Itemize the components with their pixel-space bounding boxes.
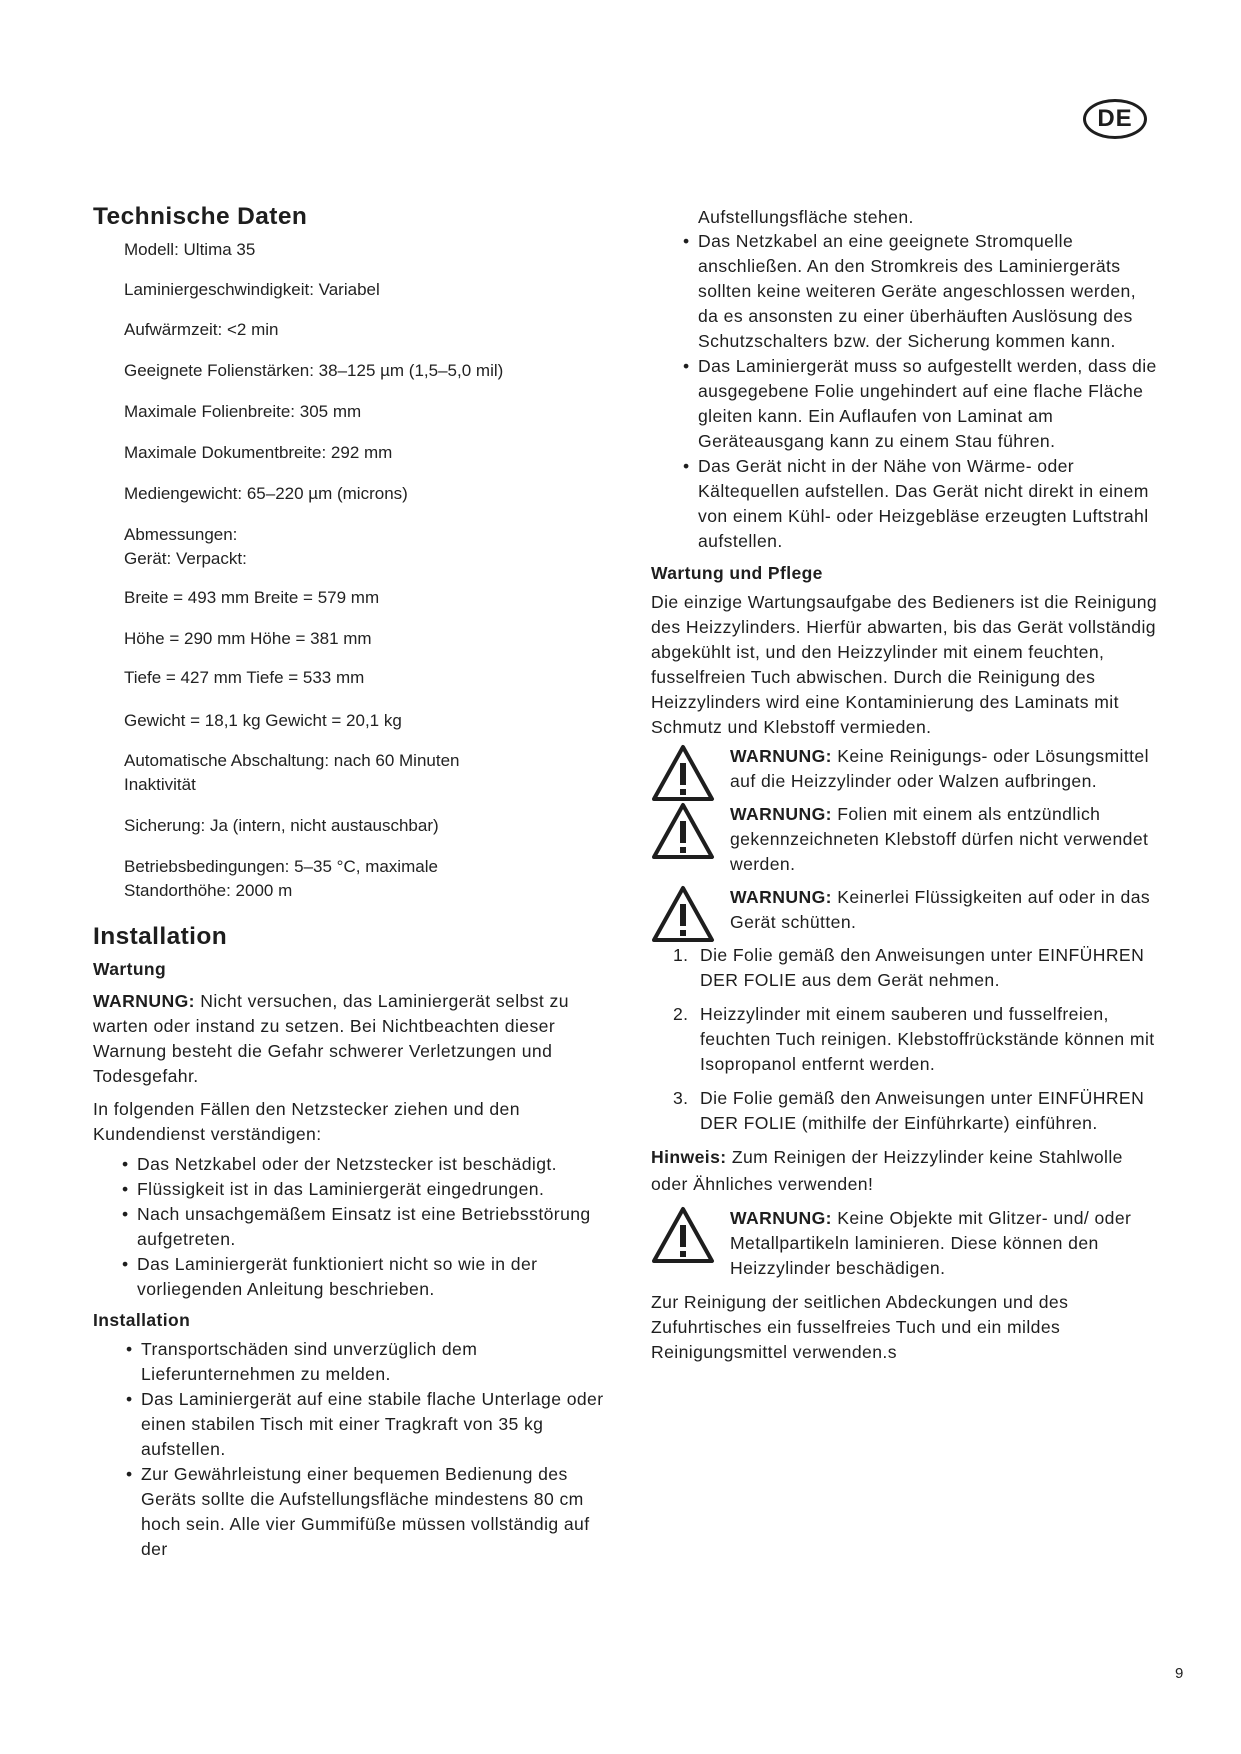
spec-height: Höhe = 290 mm Höhe = 381 mm (124, 629, 372, 648)
list-item: • Das Netzkabel oder der Netzstecker ist beschädigt. (137, 1152, 613, 1177)
maintenance-warning (93, 989, 613, 1089)
note-text: Zum Reinigen der Heizzylinder keine Stahlwolle oder Ähnliches verwenden! (651, 1147, 1123, 1194)
list-item: • Das Laminiergerät auf eine stabile flache Unterlage oder einen stabilen Tisch mit einer Tragkraft von 35 kg aufstellen. (141, 1387, 613, 1462)
spec-weight: Gewicht = 18,1 kg Gewicht = 20,1 kg (124, 711, 402, 730)
spec-conditions-1: Betriebsbedingungen: 5–35 °C, maximale (124, 857, 438, 876)
spec-max-document-width: Maximale Dokumentbreite: 292 mm (124, 443, 393, 462)
list-item: • Transportschäden sind unverzüglich dem Lieferunternehmen zu melden. (141, 1337, 613, 1387)
warning-label: WARNUNG: (730, 1208, 832, 1228)
spec-model: Modell: Ultima 35 (124, 240, 256, 259)
spec-conditions-2: Standorthöhe: 2000 m (124, 881, 293, 900)
spec-media-weight: Mediengewicht: 65–220 µm (microns) (124, 484, 408, 503)
spec-warmup: Aufwärmzeit: <2 min (124, 320, 279, 339)
warning-text: Nicht versuchen, das Laminiergerät selbst zu warten oder instand zu setzen. Bei Nichtbeachten dieser Warnung besteht die Gefahr schwerer Verletzungen und Todesgefahr. (93, 991, 569, 1086)
spec-film-thickness: Geeignete Folienstärken: 38–125 µm (1,5–5,0 mil) (124, 361, 504, 380)
list-item: • Das Laminiergerät funktioniert nicht so wie in der vorliegenden Anleitung beschrieben. (137, 1252, 613, 1302)
spec-speed: Laminiergeschwindigkeit: Variabel (124, 280, 380, 299)
final-cleaning-text: Zur Reinigung der seitlichen Abdeckungen und des Zufuhrtisches ein fusselfreies Tuch und ein mildes Reinigungsmittel verwenden.s (651, 1292, 1069, 1362)
care-text: Die einzige Wartungsaufgabe des Bedieners ist die Reinigung des Heizzylinders. Hierfür abwarten, bis das Gerät vollständig abgekühlt ist, und den Heizzylinder mit einem feuchten, fusselfreien Tuch abwischen. Durch die Reinigung des Heizzylinders wird eine Kontaminierung des Laminats mit Schmutz und Klebstoff vermieden. (651, 592, 1158, 737)
cleaning-steps (651, 943, 1161, 1136)
installation-list (93, 1337, 613, 1562)
page-number: 9 (1175, 1665, 1184, 1682)
list-item: 2. Heizzylinder mit einem sauberen und fusselfreien, feuchten Tuch reinigen. Klebstoffrückstände können mit Isopropanol entfernt werden. (673, 1004, 1155, 1074)
warning-label: WARNUNG: (730, 746, 832, 766)
list-item: • Das Gerät nicht in der Nähe von Wärme- oder Kältequellen aufstellen. Das Gerät nicht direkt in einem von einem Kühl- oder Heizgebläse erzeugten Luftstrahl aufstellen. (698, 454, 1161, 554)
note-label: Hinweis: (651, 1147, 727, 1167)
continued-text: Aufstellungsfläche stehen. (698, 207, 914, 227)
unplug-instructions: In folgenden Fällen den Netzstecker ziehen und den Kundendienst verständigen: (93, 1099, 520, 1144)
spec-list (93, 238, 613, 903)
language-code: DE (1097, 105, 1133, 132)
language-badge (1083, 99, 1147, 139)
spec-auto-off-1: Automatische Abschaltung: nach 60 Minuten (124, 751, 460, 770)
warning-block (651, 744, 1161, 794)
unplug-list (93, 1152, 613, 1302)
technical-data-heading: Technische Daten (93, 203, 308, 230)
warning-block (651, 802, 1161, 877)
spec-auto-off-2: Inaktivität (124, 775, 196, 794)
warning-triangle-icon (651, 744, 715, 802)
warning-label: WARNUNG: (730, 804, 832, 824)
warning-block (651, 885, 1161, 935)
warning-triangle-icon (651, 802, 715, 860)
list-item: • Das Netzkabel an eine geeignete Stromquelle anschließen. An den Stromkreis des Laminiergeräts sollten keine weiteren Geräte angeschlossen werden, da es ansonsten zu einer überhäuften Auslösung des Schutzschalters bzw. der Sicherung kommen kann. (698, 229, 1161, 354)
setup-list (651, 229, 1161, 554)
note (651, 1144, 1161, 1198)
list-item: • Flüssigkeit ist in das Laminiergerät eingedrungen. (137, 1177, 613, 1202)
list-item: • Zur Gewährleistung einer bequemen Bedienung des Geräts sollte die Aufstellungsfläche mindestens 80 cm hoch sein. Alle vier Gummifüße müssen vollständig auf der (141, 1462, 613, 1562)
left-column (93, 203, 613, 1562)
care-heading: Wartung und Pflege (651, 563, 823, 583)
spec-fuse: Sicherung: Ja (intern, nicht austauschbar) (124, 816, 439, 835)
warning-text: Folien mit einem als entzündlich gekennzeichneten Klebstoff dürfen nicht verwendet werden. (730, 804, 1149, 874)
warning-label: WARNUNG: (730, 887, 832, 907)
list-item: • Nach unsachgemäßem Einsatz ist eine Betriebsstörung aufgetreten. (137, 1202, 613, 1252)
list-item: 3. Die Folie gemäß den Anweisungen unter EINFÜHREN DER FOLIE (mithilfe der Einführkarte) einführen. (673, 1088, 1145, 1133)
warning-block (651, 1206, 1161, 1281)
warning-triangle-icon (651, 1206, 715, 1264)
maintenance-subheading: Wartung (93, 959, 167, 979)
installation-subheading: Installation (93, 1310, 191, 1330)
warning-text: Keinerlei Flüssigkeiten auf oder in das Gerät schütten. (730, 887, 1151, 932)
spec-dimensions-label: Abmessungen: (124, 525, 238, 544)
spec-depth: Tiefe = 427 mm Tiefe = 533 mm (124, 668, 365, 687)
warning-label: WARNUNG: (93, 991, 195, 1011)
spec-width: Breite = 493 mm Breite = 579 mm (124, 588, 380, 607)
installation-heading: Installation (93, 923, 228, 950)
spec-max-film-width: Maximale Folienbreite: 305 mm (124, 402, 362, 421)
list-item: • Das Laminiergerät muss so aufgestellt werden, dass die ausgegebene Folie ungehindert auf eine flache Fläche gleiten kann. Ein Auflaufen von Laminat am Geräteausgang kann zu einem Stau führen. (698, 354, 1161, 454)
warning-triangle-icon (651, 885, 715, 943)
warning-text: Keine Reinigungs- oder Lösungsmittel auf die Heizzylinder oder Walzen aufbringen. (730, 746, 1149, 791)
list-item: 1. Die Folie gemäß den Anweisungen unter EINFÜHREN DER FOLIE aus dem Gerät nehmen. (673, 945, 1145, 990)
warning-text: Keine Objekte mit Glitzer- und/ oder Metallpartikeln laminieren. Diese können den Heizzylinder beschädigen. (730, 1208, 1132, 1278)
right-column (651, 205, 1161, 1365)
spec-dimensions-sub: Gerät: Verpackt: (124, 549, 247, 568)
